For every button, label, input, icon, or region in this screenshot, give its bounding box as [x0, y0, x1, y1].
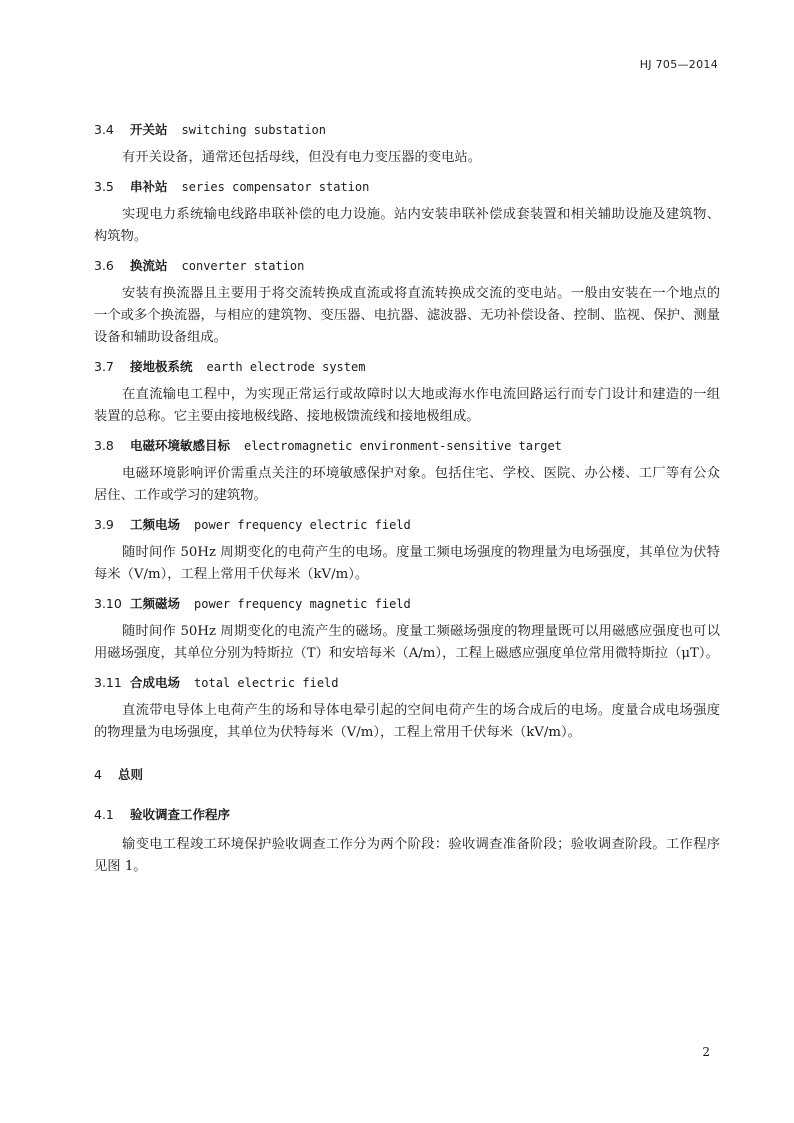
- term-number: 3.7: [94, 359, 114, 374]
- term-title-en: series compensator station: [181, 180, 370, 194]
- term-entry-3-6: [94, 257, 720, 349]
- term-title-zh: 电磁环境敏感目标: [130, 438, 231, 453]
- term-title-zh: 合成电场: [130, 675, 181, 690]
- term-definition: 随时间作 50Hz 周期变化的电流产生的磁场。度量工频磁场强度的物理量既可以用磁感应强度也可以用磁场强度，其单位分别为特斯拉（T）和安培每米（A/m），工程上磁感应强度单位常用微特斯拉（μT）。: [94, 624, 720, 661]
- term-definition: 随时间作 50Hz 周期变化的电荷产生的电场。度量工频电场强度的物理量为电场强度，其单位为伏特每米（V/m），工程上常用千伏每米（kV/m）。: [94, 545, 720, 582]
- term-definition: 安装有换流器且主要用于将交流转换成直流或将直流转换成交流的变电站。一般由安装在一个地点的一个或多个换流器，与相应的建筑物、变压器、电抗器、滤波器、无功补偿设备、控制、监视、保护、测量设备和辅助设备组成。: [94, 286, 720, 345]
- term-heading: [94, 595, 720, 613]
- term-title-en: switching substation: [181, 123, 327, 137]
- subsection-text: 输变电工程竣工环境保护验收调查工作分为两个阶段：验收调查准备阶段；验收调查阶段。工作程序见图 1。: [94, 837, 720, 874]
- term-number: 3.8: [94, 438, 114, 453]
- term-heading: [94, 121, 720, 139]
- term-number: 3.6: [94, 258, 114, 273]
- term-number: 3.10: [94, 596, 122, 611]
- term-entry-3-9: [94, 516, 720, 586]
- subsection-heading: [94, 806, 720, 824]
- term-heading: [94, 358, 720, 376]
- term-definition: 直流带电导体上电荷产生的场和导体电晕引起的空间电荷产生的场合成后的电场。度量合成电场强度的物理量为电场强度，其单位为伏特每米（V/m），工程上常用千伏每米（kV/m）。: [94, 703, 720, 740]
- term-title-en: earth electrode system: [206, 360, 366, 374]
- term-title-en: converter station: [181, 259, 305, 273]
- term-title-en: power frequency magnetic field: [194, 597, 411, 611]
- term-title-en: total electric field: [194, 676, 339, 690]
- term-entry-3-7: [94, 358, 720, 428]
- section-title: 总则: [118, 767, 144, 782]
- standard-code-header: HJ 705—2014: [639, 58, 718, 71]
- subsection-title: 验收调查工作程序: [130, 807, 231, 822]
- section-heading: [94, 766, 720, 784]
- term-title-zh: 工频磁场: [130, 596, 181, 611]
- term-definition: 电磁环境影响评价需重点关注的环境敏感保护对象。包括住宅、学校、医院、办公楼、工厂等有公众居住、工作或学习的建筑物。: [94, 466, 720, 503]
- term-definition: 有开关设备，通常还包括母线，但没有电力变压器的变电站。: [122, 150, 482, 165]
- page-number: 2: [702, 1045, 710, 1059]
- term-title-zh: 串补站: [130, 179, 168, 194]
- term-heading: [94, 674, 720, 692]
- term-title-zh: 接地极系统: [130, 359, 193, 374]
- term-title-zh: 换流站: [130, 258, 168, 273]
- term-heading: [94, 178, 720, 196]
- term-entry-3-11: [94, 674, 720, 744]
- document-body: [94, 121, 720, 887]
- term-entry-3-10: [94, 595, 720, 665]
- term-definition: 在直流输电工程中，为实现正常运行或故障时以大地或海水作电流回路运行而专门设计和建造的一组装置的总称。它主要由接地极线路、接地极馈流线和接地极组成。: [94, 387, 720, 424]
- term-heading: [94, 516, 720, 534]
- term-title-en: power frequency electric field: [194, 518, 411, 532]
- term-entry-3-4: [94, 121, 720, 169]
- term-entry-3-8: [94, 437, 720, 507]
- term-title-en: electromagnetic environment-sensitive target: [244, 439, 562, 453]
- section-number: 4: [94, 767, 102, 782]
- term-heading: [94, 437, 720, 455]
- term-number: 3.4: [94, 122, 114, 137]
- term-definition: 实现电力系统输电线路串联补偿的电力设施。站内安装串联补偿成套装置和相关辅助设施及建筑物、构筑物。: [94, 207, 720, 244]
- term-title-zh: 开关站: [130, 122, 168, 137]
- term-entry-3-5: [94, 178, 720, 248]
- term-heading: [94, 257, 720, 275]
- term-number: 3.9: [94, 517, 114, 532]
- term-number: 3.5: [94, 179, 114, 194]
- subsection-number: 4.1: [94, 807, 114, 822]
- term-title-zh: 工频电场: [130, 517, 181, 532]
- term-number: 3.11: [94, 675, 122, 690]
